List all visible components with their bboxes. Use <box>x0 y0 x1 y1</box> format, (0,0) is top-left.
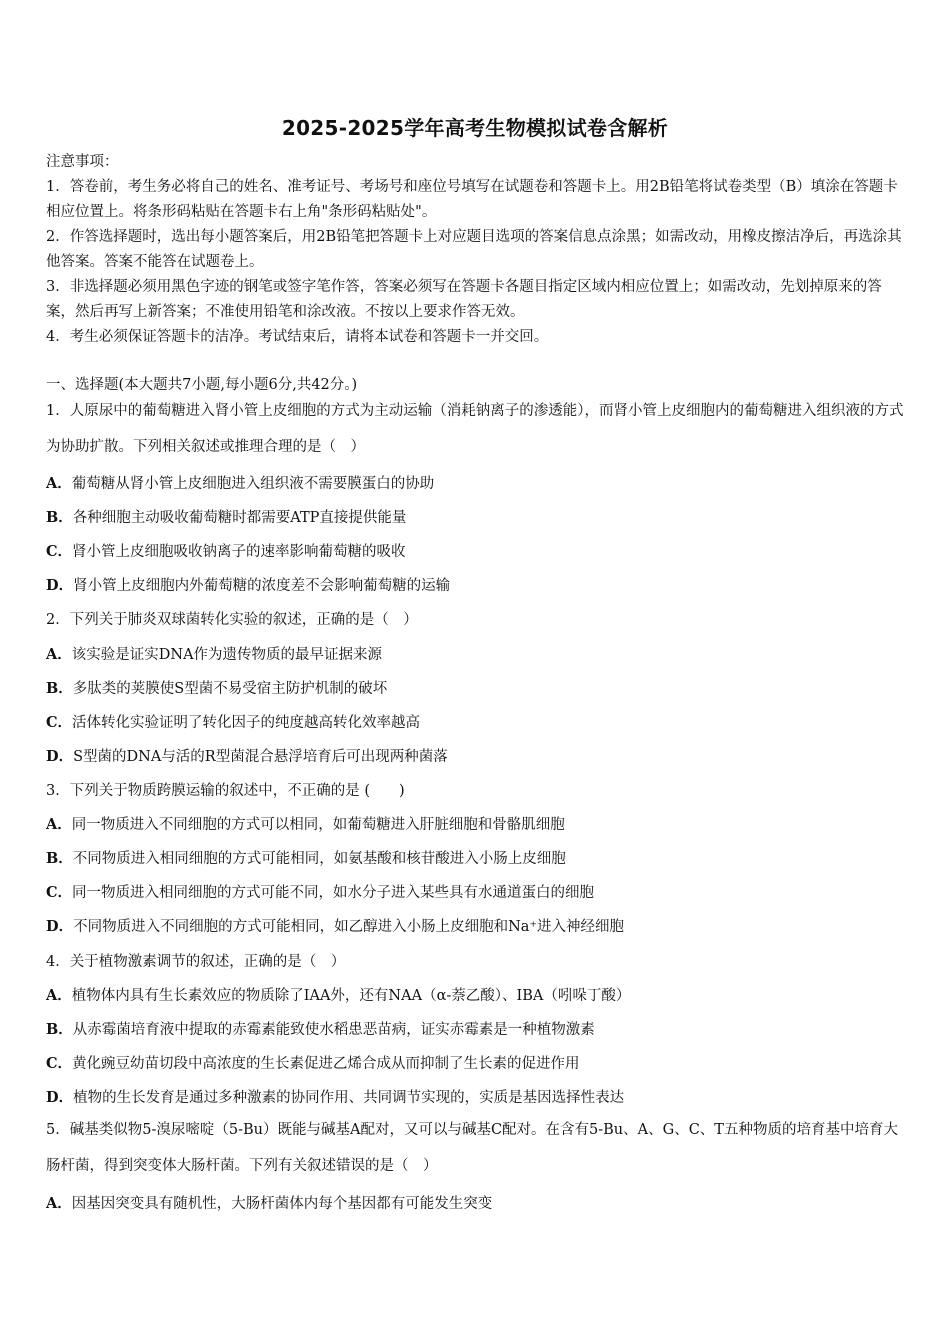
option-label: A． <box>46 987 72 1004</box>
option-label: A． <box>46 646 72 663</box>
option-label: B． <box>46 1021 73 1038</box>
notice-heading: 注意事项： <box>46 154 119 170</box>
page-title: 2025-2025学年高考生物模拟试卷含解析 <box>281 116 669 140</box>
option-text: 同一物质进入相同细胞的方式可能不同，如水分子进入某些具有水通道蛋白的细胞 <box>72 885 595 901</box>
question-option <box>46 813 908 834</box>
question-option <box>46 472 908 493</box>
question-option <box>46 881 908 902</box>
question-option <box>46 915 908 936</box>
option-text: S型菌的DNA与活的R型菌混合悬浮培育后可出现两种菌落 <box>73 749 448 765</box>
option-text: 活体转化实验证明了转化因子的纯度越高转化效率越高 <box>72 715 421 731</box>
notice-item: 3．非选择题必须用黑色字迹的钢笔或签字笔作答，答案必须写在答题卡各题目指定区域内相应位置上；如需改动，先划掉原来的答案，然后再写上新答案；不准使用铅笔和涂改液。不按以上要求作答无效。 <box>46 279 882 320</box>
option-text: 肾小管上皮细胞吸收钠离子的速率影响葡萄糖的吸收 <box>72 544 406 560</box>
option-text: 多肽类的荚膜使S型菌不易受宿主防护机制的破坏 <box>72 681 388 697</box>
question-option <box>46 540 908 561</box>
question-stem: 4．关于植物激素调节的叙述，正确的是（ ） <box>46 954 346 970</box>
option-text: 不同物质进入不同细胞的方式可能相同，如乙醇进入小肠上皮细胞和Na⁺进入神经细胞 <box>73 919 625 935</box>
question-option <box>46 1086 908 1107</box>
option-label: B． <box>46 509 73 526</box>
option-label: C． <box>46 714 73 731</box>
option-label: C． <box>46 884 73 901</box>
option-label: D． <box>46 918 74 935</box>
question-option <box>46 574 908 595</box>
question-stem: 3．下列关于物质跨膜运输的叙述中，不正确的是 ( ) <box>46 783 405 799</box>
option-text: 从赤霉菌培育液中提取的赤霉素能致使水稻患恶苗病，证实赤霉素是一种植物激素 <box>72 1022 595 1038</box>
question-stem: 1．人原尿中的葡萄糖进入肾小管上皮细胞的方式为主动运输（消耗钠离子的渗透能），而肾小管上皮细胞内的葡萄糖进入组织液的方式为协助扩散。下列相关叙述或推理合理的是（ ） <box>46 403 904 455</box>
option-label: A． <box>46 1195 72 1212</box>
question-stem: 2．下列关于肺炎双球菌转化实验的叙述，正确的是（ ） <box>46 612 418 628</box>
notice-item: 1．答卷前，考生务必将自己的姓名、准考证号、考场号和座位号填写在试题卷和答题卡上。用2B铅笔将试卷类型（B）填涂在答题卡相应位置上。将条形码粘贴在答题卡右上角"条形码粘贴处"。 <box>46 179 898 220</box>
option-text: 因基因突变具有随机性，大肠杆菌体内每个基因都有可能发生突变 <box>71 1196 493 1212</box>
question-option <box>46 711 908 732</box>
option-label: C． <box>46 1055 73 1072</box>
question-option <box>46 984 908 1005</box>
question-option <box>46 847 908 868</box>
option-label: A． <box>46 816 72 833</box>
question-option <box>46 1052 908 1073</box>
option-label: A． <box>46 475 72 492</box>
option-text: 葡萄糖从肾小管上皮细胞进入组织液不需要膜蛋白的协助 <box>71 476 435 492</box>
option-label: C． <box>46 543 73 560</box>
section-heading: 一、选择题(本大题共7小题,每小题6分,共42分。) <box>46 377 358 393</box>
option-text: 黄化豌豆幼苗切段中高浓度的生长素促进乙烯合成从而抑制了生长素的促进作用 <box>72 1056 580 1072</box>
notice-item: 4．考生必须保证答题卡的洁净。考试结束后，请将本试卷和答题卡一并交回。 <box>46 329 549 345</box>
option-label: D． <box>46 1089 74 1106</box>
option-text: 肾小管上皮细胞内外葡萄糖的浓度差不会影响葡萄糖的运输 <box>73 578 451 594</box>
option-text: 同一物质进入不同细胞的方式可以相同，如葡萄糖进入肝脏细胞和骨骼肌细胞 <box>71 817 565 833</box>
option-label: D． <box>46 577 74 594</box>
question-stem: 5．碱基类似物5-溴尿嘧啶（5-Bu）既能与碱基A配对，又可以与碱基C配对。在含有5-Bu、A、G、C、T五种物质的培育基中培育大肠杆菌，得到突变体大肠杆菌。下列有关叙述错误的是（ ） <box>46 1122 898 1174</box>
option-text: 不同物质进入相同细胞的方式可能相同，如氨基酸和核苷酸进入小肠上皮细胞 <box>72 851 566 867</box>
option-text: 各种细胞主动吸收葡萄糖时都需要ATP直接提供能量 <box>72 510 407 526</box>
question-option <box>46 1192 908 1213</box>
question-option <box>46 506 908 527</box>
question-option <box>46 1018 908 1039</box>
option-text: 植物的生长发育是通过多种激素的协同作用、共同调节实现的，实质是基因选择性表达 <box>73 1090 625 1106</box>
option-label: B． <box>46 850 73 867</box>
option-text: 该实验是证实DNA作为遗传物质的最早证据来源 <box>71 647 383 663</box>
option-label: B． <box>46 680 73 697</box>
question-option <box>46 745 908 766</box>
option-text: 植物体内具有生长素效应的物质除了IAA外，还有NAA（α-萘乙酸）、IBA（吲哚丁酸） <box>71 988 631 1004</box>
notice-block <box>46 150 906 350</box>
notice-item: 2．作答选择题时，选出每小题答案后，用2B铅笔把答题卡上对应题目选项的答案信息点涂黑；如需改动，用橡皮擦洁净后，再选涂其他答案。答案不能答在试题卷上。 <box>46 229 902 270</box>
option-label: D． <box>46 748 74 765</box>
question-option <box>46 677 908 698</box>
question-option <box>46 643 908 664</box>
